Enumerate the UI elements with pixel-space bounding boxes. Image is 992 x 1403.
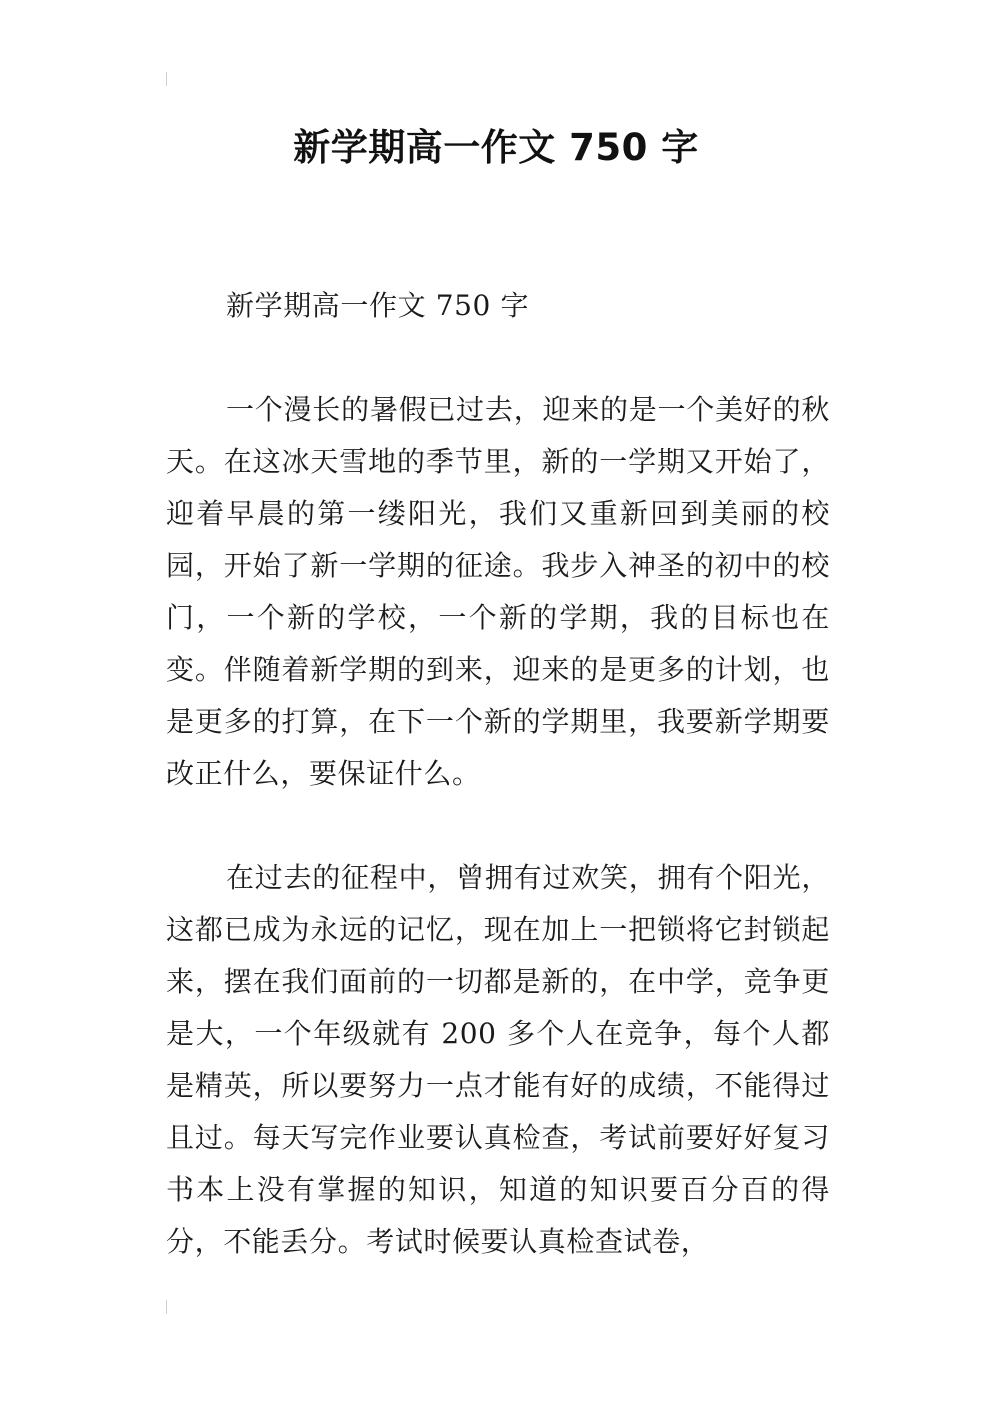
document-body bbox=[166, 280, 830, 1268]
paragraph-2: 在过去的征程中，曾拥有过欢笑，拥有个阳光，这都已成为永远的记忆，现在加上一把锁将它封锁起来，摆在我们面前的一切都是新的，在中学，竞争更是大，一个年级就有 200 多个人在竞争，每个人都是精英，所以要努力一点才能有好的成绩，不能得过且过。每天写完作业要认真检查，考试前要好好复习书本上没有掌握的知识，知道的知识要百分百的得分，不能丢分。考试时候要认真检查试卷， bbox=[166, 861, 830, 1258]
document-subtitle: 新学期高一作文 750 字 bbox=[226, 289, 530, 322]
document-title: 新学期高一作文 750 字 bbox=[293, 126, 699, 169]
crop-mark-bottom bbox=[166, 1300, 167, 1314]
crop-mark-top bbox=[166, 72, 167, 86]
paragraph-1: 一个漫长的暑假已过去，迎来的是一个美好的秋天。在这冰天雪地的季节里，新的一学期又开始了，迎着早晨的第一缕阳光，我们又重新回到美丽的校园，开始了新一学期的征途。我步入神圣的初中的校门，一个新的学校，一个新的学期，我的目标也在变。伴随着新学期的到来，迎来的是更多的计划，也是更多的打算，在下一个新的学期里，我要新学期要改正什么，要保证什么。 bbox=[166, 393, 830, 790]
